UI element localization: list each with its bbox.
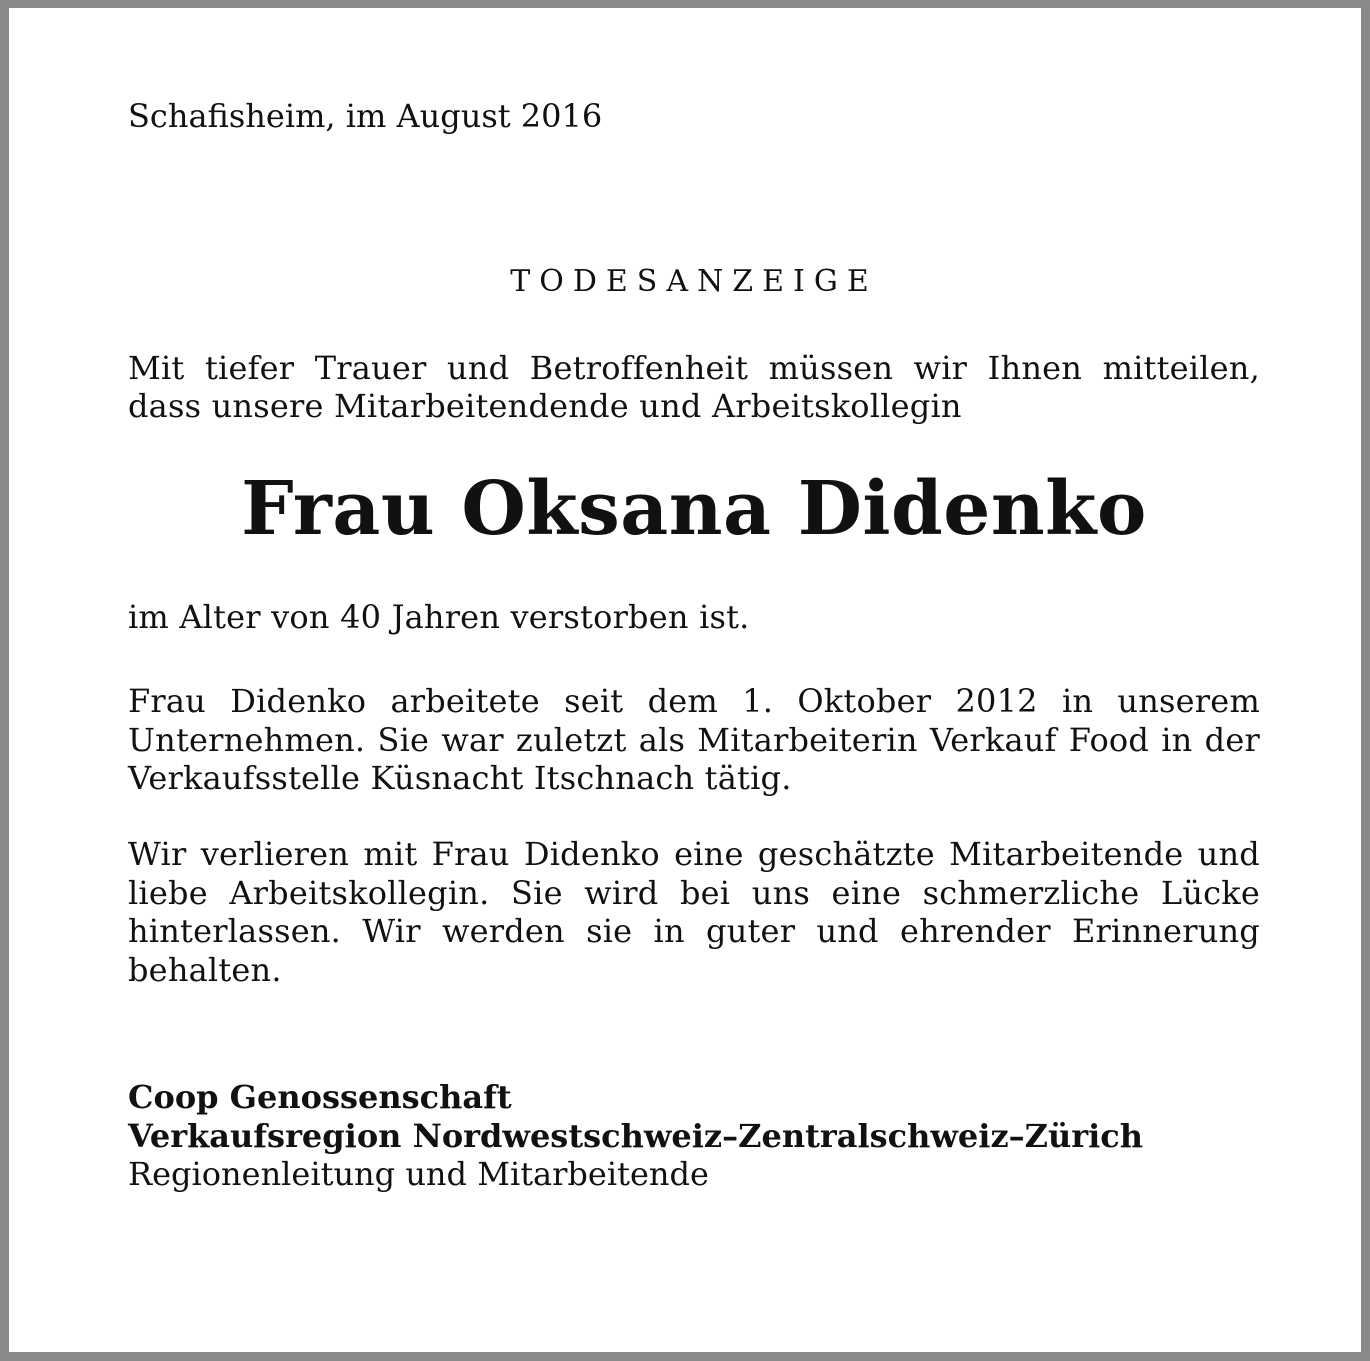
- intro-line-1: Mit tiefer Trauer und Betroffenheit müssen wir Ihnen mitteilen,: [128, 349, 1260, 387]
- paragraph-1-line-1: Frau Didenko arbeitete seit dem 1. Oktober 2012 in unserem: [128, 682, 1260, 720]
- notice-heading: TODESANZEIGE: [510, 264, 878, 299]
- signature-organization: Coop Genossenschaft: [128, 1078, 512, 1116]
- signature-region: Verkaufsregion Nordwestschweiz–Zentralschweiz–Zürich: [128, 1117, 1143, 1155]
- deceased-name: Frau Oksana Didenko: [241, 466, 1147, 552]
- paragraph-1-line-2: Unternehmen. Sie war zuletzt als Mitarbeiterin Verkauf Food in der: [128, 721, 1260, 759]
- paragraph-2-line-3: hinterlassen. Wir werden sie in guter und ehrender Erinnerung: [128, 912, 1260, 950]
- dateline: Schafisheim, im August 2016: [128, 97, 603, 135]
- paragraph-2-line-2: liebe Arbeitskollegin. Sie wird bei uns eine schmerzliche Lücke: [128, 874, 1260, 912]
- signature-group: Regionenleitung und Mitarbeitende: [128, 1155, 709, 1193]
- paragraph-2-line-1: Wir verlieren mit Frau Didenko eine geschätzte Mitarbeitende und: [128, 835, 1260, 873]
- intro-line-2: dass unsere Mitarbeitendende und Arbeitskollegin: [128, 387, 962, 425]
- paragraph-1-line-3: Verkaufsstelle Küsnacht Itschnach tätig.: [128, 759, 792, 797]
- paragraph-2-line-4: behalten.: [128, 951, 282, 989]
- age-line: im Alter von 40 Jahren verstorben ist.: [128, 598, 750, 636]
